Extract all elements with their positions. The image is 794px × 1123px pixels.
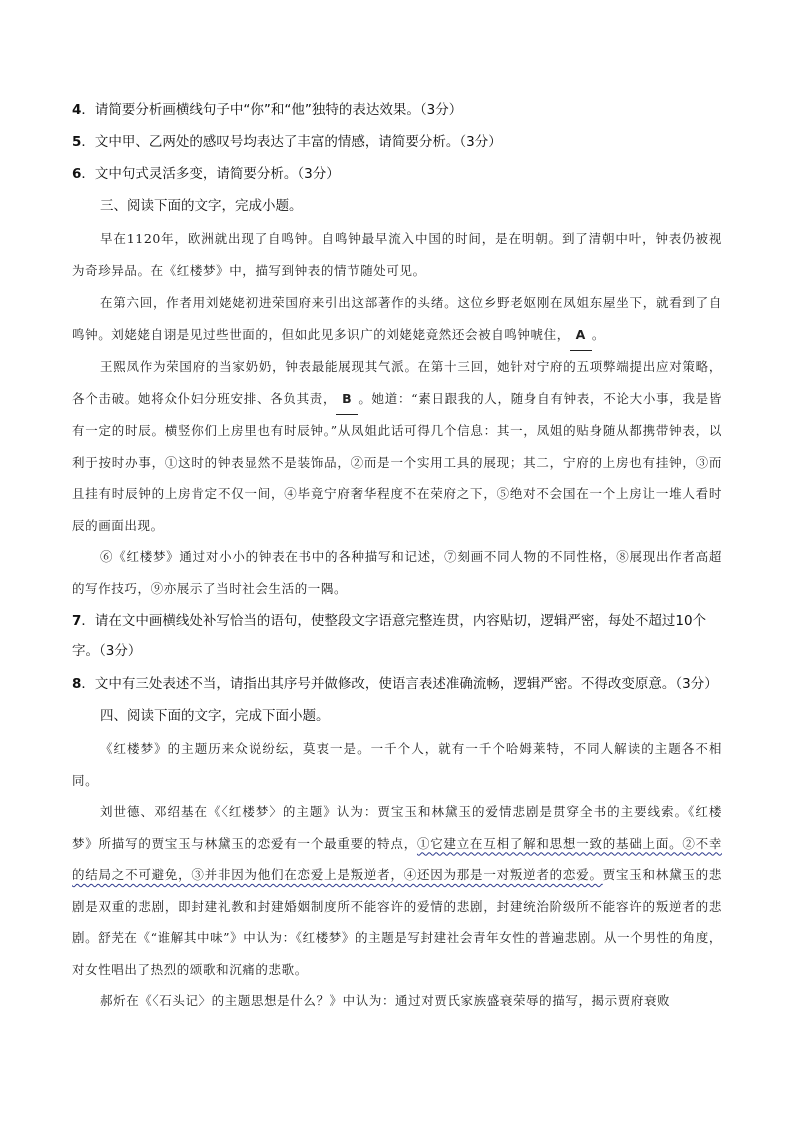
passage3-paragraph-1: 早在1120年，欧洲就出现了自鸣钟。自鸣钟最早流入中国的时间，是在明朝。到了清朝中叶，钟表仍被视为奇珍异品。在《红楼梦》中，描写到钟表的情节随处可见。 <box>72 231 722 278</box>
passage3-paragraph-2 <box>72 287 722 351</box>
passage4-paragraph-3: 郝炘在《〈石头记〉的主题思想是什么？》中认为：通过对贾氏家族盛衰荣辱的描写，揭示贾府衰败 <box>100 993 671 1008</box>
paragraph-text: 刘世德、邓绍基在《〈红楼梦〉的主题》认为：贾宝玉和林黛玉的爱情悲剧是贯穿全书的主要线索。《红楼梦》所描写的贾宝玉与林黛玉的恋爱有一个最重要的特点， <box>72 804 722 851</box>
question-5 <box>72 128 732 156</box>
paragraph-text: 。 <box>591 326 605 342</box>
question-text: ．文中甲、乙两处的感叹号均表达了丰富的情感，请简要分析。（3分） <box>81 134 502 150</box>
passage3-paragraph-4: ⑥《红楼梦》通过对小小的钟表在书中的各种描写和记述，⑦刻画不同人物的不同性格，⑧展现出作者高超的写作技巧，⑨亦展示了当时社会生活的一隅。 <box>72 549 722 596</box>
paragraph-text: 在第六回，作者用刘姥姥初进荣国府来引出这部著作的头绪。这位乡野老妪刚在凤姐东屋坐下，就看到了自鸣钟。刘姥姥自诩是见过些世面的，但如此见多识广的刘姥姥竟然还会被自鸣钟唬住， <box>72 295 722 342</box>
question-number: 8 <box>72 676 82 692</box>
question-number: 6 <box>72 166 82 182</box>
paragraph-text: 。她道：“素日跟我的人，随身自有钟表，不论大小事，我是皆有一定的时辰。横竖你们上房里也有时辰钟。”从凤姐此话可得几个信息：其一，凤姐的贴身随从都携带钟表，以利于按时办事，①这时的钟表显然不是装饰品，②而是一个实用工具的展现；其二，宁府的上房也有挂钟，③而且挂有时辰钟的上房肯定不仅一间，④毕竟宁府奢华程度不在荣府之下，⑤绝对不会国在一个上房让一堆人看时辰的画面出现。 <box>72 390 722 533</box>
blank-a: A <box>570 319 592 352</box>
question-number: 4 <box>72 102 82 118</box>
paragraph-text: 贾宝玉和林黛玉的悲剧是双重的悲剧，即封建礼教和封建婚姻制度所不能容许的爱情的悲剧，封建统治阶级所不能容许的叛逆者的悲剧。舒芜在《“谁解其中味”》中认为：《红楼梦》的主题是写封建社会青年女性的普遍悲剧。从一个男性的角度，对女性唱出了热烈的颂歌和沉痛的悲歌。 <box>72 867 722 977</box>
question-7 <box>72 606 732 666</box>
wavy-underlined-sentence: ①它建立在互相了解和思想一致的基础上面。②不幸的结局之不可避免，③并非因为他们在恋爱上是叛逆者，④还因为那是一对叛逆者的恋爱。 <box>72 835 722 882</box>
question-text: ．文中句式灵活多变，请简要分析。（3分） <box>81 166 340 182</box>
section-three-title: 三、阅读下面的文字，完成小题。 <box>100 198 303 214</box>
question-number: 5 <box>72 134 82 150</box>
question-text: ．请在文中画横线处补写恰当的语句，使整段文字语意完整连贯，内容贴切，逻辑严密，每处不超过10个字。（3分） <box>72 613 707 659</box>
question-number: 7 <box>72 613 82 629</box>
question-text: ．请简要分析画横线句子中“你”和“他”独特的表达效果。（3分） <box>81 102 463 118</box>
question-text: ．文中有三处表述不当，请指出其序号并做修改，使语言表述准确流畅，逻辑严密。不得改变原意。（3分） <box>81 676 718 692</box>
passage3-paragraph-3 <box>72 351 722 541</box>
question-4 <box>72 96 732 124</box>
section-four-title: 四、阅读下面的文字，完成下面小题。 <box>100 708 330 724</box>
question-8 <box>72 670 732 698</box>
passage4-paragraph-1: 《红楼梦》的主题历来众说纷纭，莫衷一是。一千个人，就有一千个哈姆莱特，不同人解读的主题各不相同。 <box>72 741 722 788</box>
blank-b: B <box>336 383 358 416</box>
paragraph-text: 王熙凤作为荣国府的当家奶奶，钟表最能展现其气派。在第十三回，她针对宁府的五项弊端提出应对策略，各个击破。她将众仆妇分班安排、各负其责， <box>72 359 722 406</box>
passage4-paragraph-2 <box>72 796 722 985</box>
question-6 <box>72 160 732 188</box>
